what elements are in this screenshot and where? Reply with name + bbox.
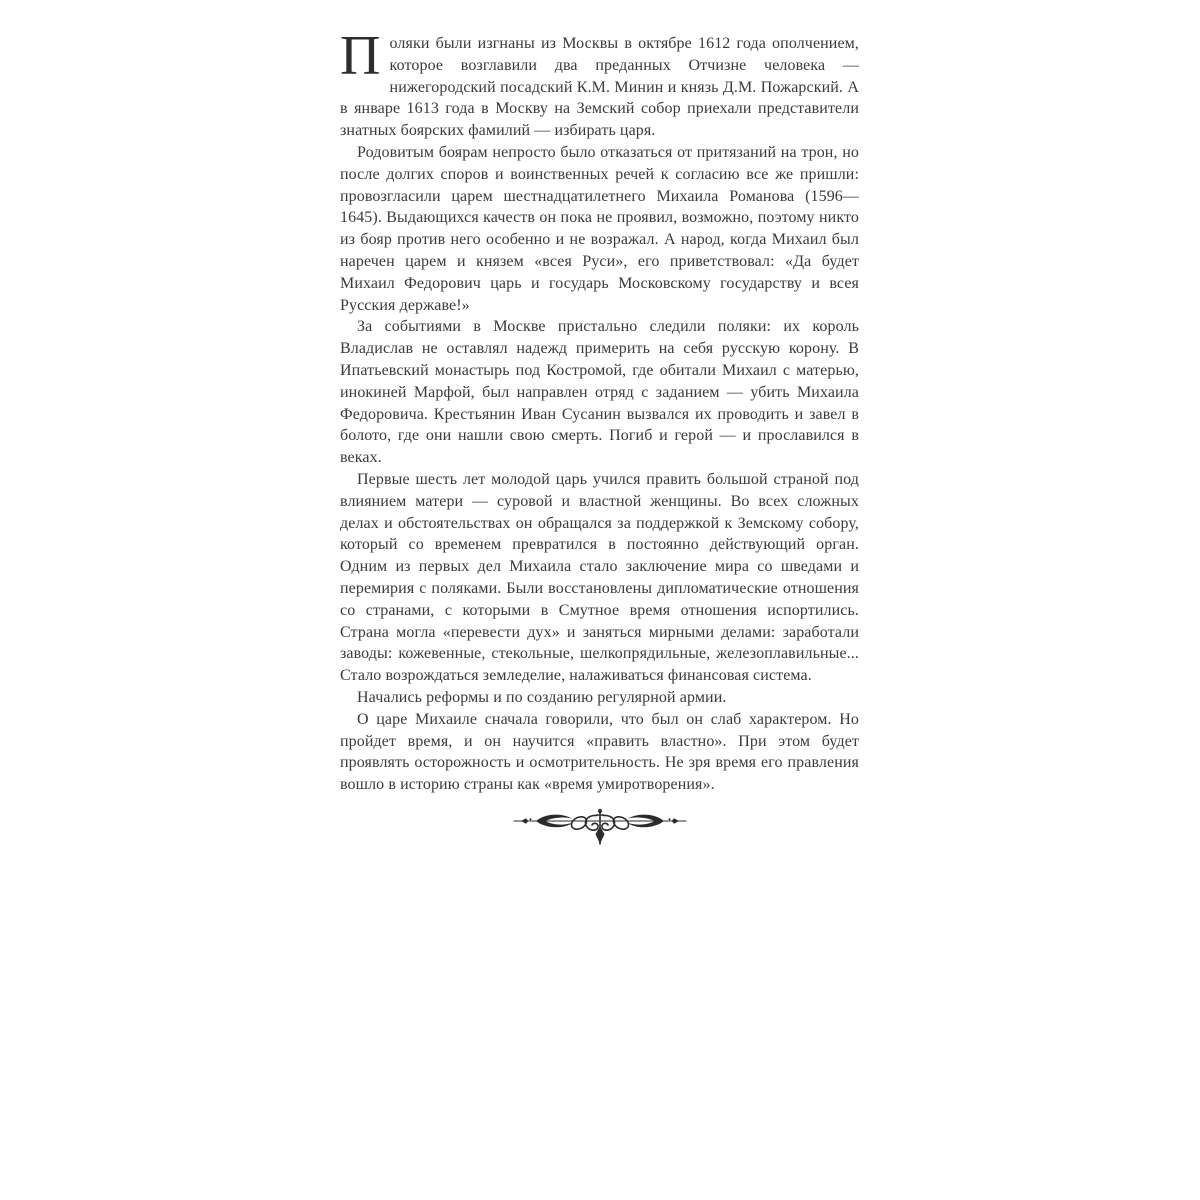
paragraph xyxy=(340,316,859,469)
paragraph-text: оляки были изгнаны из Москвы в октябре 1612 года ополчением, которое возглавили два преданных Отчизне человека — нижегородский посадский К.М. Минин и князь Д.М. Пожарский. А в январе 1613 года в Москву на Земский собор приехали представители знатных боярских фамилий — избирать царя. xyxy=(340,35,859,140)
paragraph-text: О царе Михаиле сначала говорили, что был он слаб характером. Но пройдет время, и он научится «править властно». При этом будет проявлять осторожность и осмотрительность. Не зря время его правления вошло в историю страны как «время умиротворения». xyxy=(340,710,859,794)
paragraph xyxy=(340,469,859,687)
page-text xyxy=(340,25,859,796)
paragraph xyxy=(340,687,859,709)
paragraph-text: Начались реформы и по созданию регулярной армии. xyxy=(357,688,727,706)
ornamental-divider xyxy=(512,808,688,848)
paragraph-text: За событиями в Москве пристально следили поляки: их король Владислав не оставлял надежд примерить на себя русскую корону. В Ипатьевский монастырь под Костромой, где обитали Михаил с матерью, инокиней Марфой, был направлен отряд с заданием — убить Михаила Федоровича. Крестьянин Иван Сусанин вызвался их проводить и завел в болото, где они нашли свою смерть. Погиб и герой — и прославился в веках. xyxy=(340,318,859,467)
paragraph-text: Первые шесть лет молодой царь учился править большой страной под влиянием матери — суровой и властной женщины. Во всех сложных делах и обстоятельствах он обращался за поддержкой к Земскому собору, который со временем превратился в постоянно действующий орган. Одним из первых дел Михаила стало заключение мира со шведами и перемирия с поляками. Были восстановлены дипломатические отношения со странами, с которыми в Смутное время отношения испортились. Страна могла «перевести дух» и заняться мирными делами: заработали заводы: кожевенные, стекольные, шелкопрядильные, железоплавильные... Стало возрождаться земледелие, налаживаться финансовая система. xyxy=(340,470,859,685)
paragraph xyxy=(340,142,859,316)
flourish-icon xyxy=(512,808,688,848)
paragraph xyxy=(340,25,859,142)
drop-cap: П xyxy=(340,25,381,87)
paragraph-text: Родовитым боярам непросто было отказаться от притязаний на трон, но после долгих споров и воинственных речей к согласию все же пришли: провозгласили царем шестнадцатилетнего Михаила Романова (1596—1645). Выдающихся качеств он пока не проявил, возможно, поэтому никто из бояр против него особенно и не возражал. А народ, когда Михаил был наречен царем и князем «всея Руси», его приветствовал: «Да будет Михаил Федорович царь и государь Московскому государству и всея Русския державе!» xyxy=(340,143,859,314)
paragraph xyxy=(340,709,859,796)
